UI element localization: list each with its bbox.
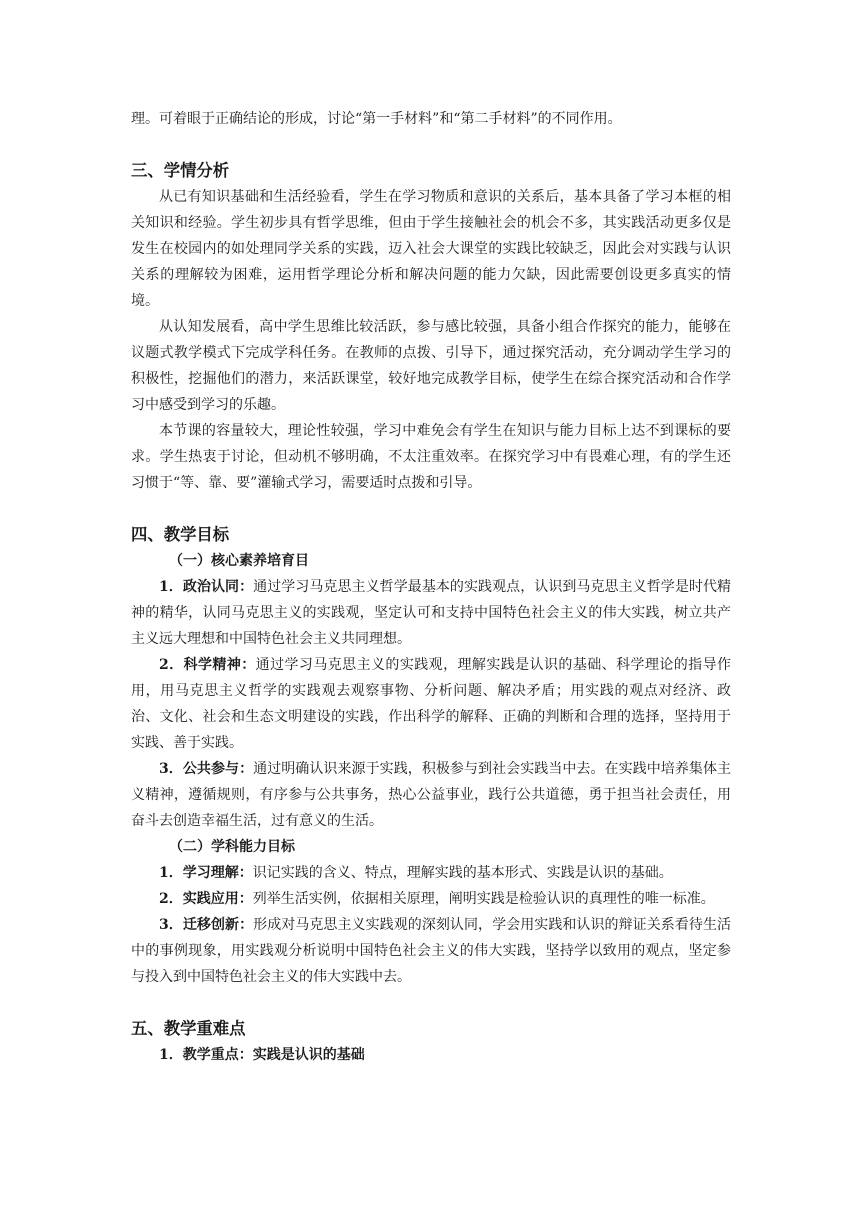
ability-item-term: 1．学习理解： [159, 865, 253, 881]
section-4-sub-2-heading: （二）学科能力目标 [169, 839, 295, 855]
section-5-heading: 五、教学重难点 [131, 1019, 246, 1038]
ability-item-term: 2．实践应用： [159, 891, 253, 907]
ability-item-term: 3．迁移创新： [159, 917, 254, 933]
document-page [131, 106, 731, 1068]
section-3-paragraph-3: 本节课的容量较大，理论性较强，学习中难免会有学生在知识与能力目标上达不到课标的要求。学生热衷于讨论，但动机不够明确，不太注重效率。在探究学习中有畏难心理，有的学生还习惯于“等、靠、要”灌输式学习，需要适时点拨和引导。 [131, 423, 731, 491]
goal-item-political [131, 574, 731, 652]
section-3-paragraph-2: 从认知发展看，高中学生思维比较活跃，参与感比较强，具备小组合作探究的能力，能够在议题式教学模式下完成学科任务。在教师的点拨、引导下，通过探究活动，充分调动学生学习的积极性，挖掘他们的潜力，来活跃课堂，较好地完成教学目标，使学生在综合探究活动和合作学习中感受到学习的乐趣。 [131, 319, 731, 413]
goal-item-text: 通过明确认识来源于实践，积极参与到社会实践当中去。在实践中培养集体主义精神，遵循规则，有序参与公共事务，热心公益事业，践行公共道德，勇于担当社会责任，用奋斗去创造幸福生活，过有意义的生活。 [131, 761, 731, 829]
goal-item-public [131, 756, 731, 834]
goal-item-text: 通过学习马克思主义的实践观，理解实践是认识的基础、科学理论的指导作用，用马克思主义哲学的实践观去观察事物、分析问题、解决矛盾；用实践的观点对经济、政治、文化、社会和生态文明建设的实践，作出科学的解释、正确的判断和合理的选择，坚持用于实践、善于实践。 [131, 657, 732, 751]
section-4-sub-1-heading: （一）核心素养培育目 [169, 553, 309, 569]
section-3-paragraph-1: 从已有知识基础和生活经验看，学生在学习物质和意识的关系后，基本具备了学习本框的相关知识和经验。学生初步具有哲学思维，但由于学生接触社会的机会不多，其实践活动更多仅是发生在校园内的如处理同学关系的实践，迈入社会大课堂的实践比较缺乏，因此会对实践与认识关系的理解较为困难，运用哲学理论分析和解决问题的能力欠缺，因此需要创设更多真实的情境。 [131, 189, 731, 309]
goal-item-term: 1．政治认同： [159, 579, 254, 595]
section-4-heading: 四、教学目标 [131, 525, 230, 544]
ability-item-learning [131, 860, 731, 886]
ability-item-application [131, 886, 731, 912]
ability-item-text: 形成对马克思主义实践观的深刻认同，学会用实践和认识的辩证关系看待生活中的事例现象，用实践观分析说明中国特色社会主义的伟大实践，坚持学以致用的观点，坚定参与投入到中国特色社会主义的伟大实践中去。 [131, 917, 731, 985]
section-3-heading: 三、学情分析 [131, 161, 230, 180]
goal-item-term: 3．公共参与： [159, 761, 254, 777]
goal-item-term: 2．科学精神： [159, 657, 256, 673]
goal-item-text: 通过学习马克思主义哲学最基本的实践观点，认识到马克思主义哲学是时代精神的精华，认同马克思主义的实践观，坚定认可和支持中国特色社会主义的伟大实践，树立共产主义远大理想和中国特色社会主义共同理想。 [131, 579, 731, 647]
goal-item-science [131, 652, 731, 756]
section-5-item-1: 1．教学重点：实践是认识的基础 [159, 1047, 365, 1063]
intro-tail-paragraph: 理。可着眼于正确结论的形成，讨论“第一手材料”和“第二手材料”的不同作用。 [131, 111, 622, 127]
ability-item-text: 识记实践的含义、特点，理解实践的基本形式、实践是认识的基础。 [252, 865, 673, 881]
ability-item-transfer [131, 912, 731, 990]
ability-item-text: 列举生活实例，依据相关原理，阐明实践是检验认识的真理性的唯一标准。 [252, 891, 715, 907]
